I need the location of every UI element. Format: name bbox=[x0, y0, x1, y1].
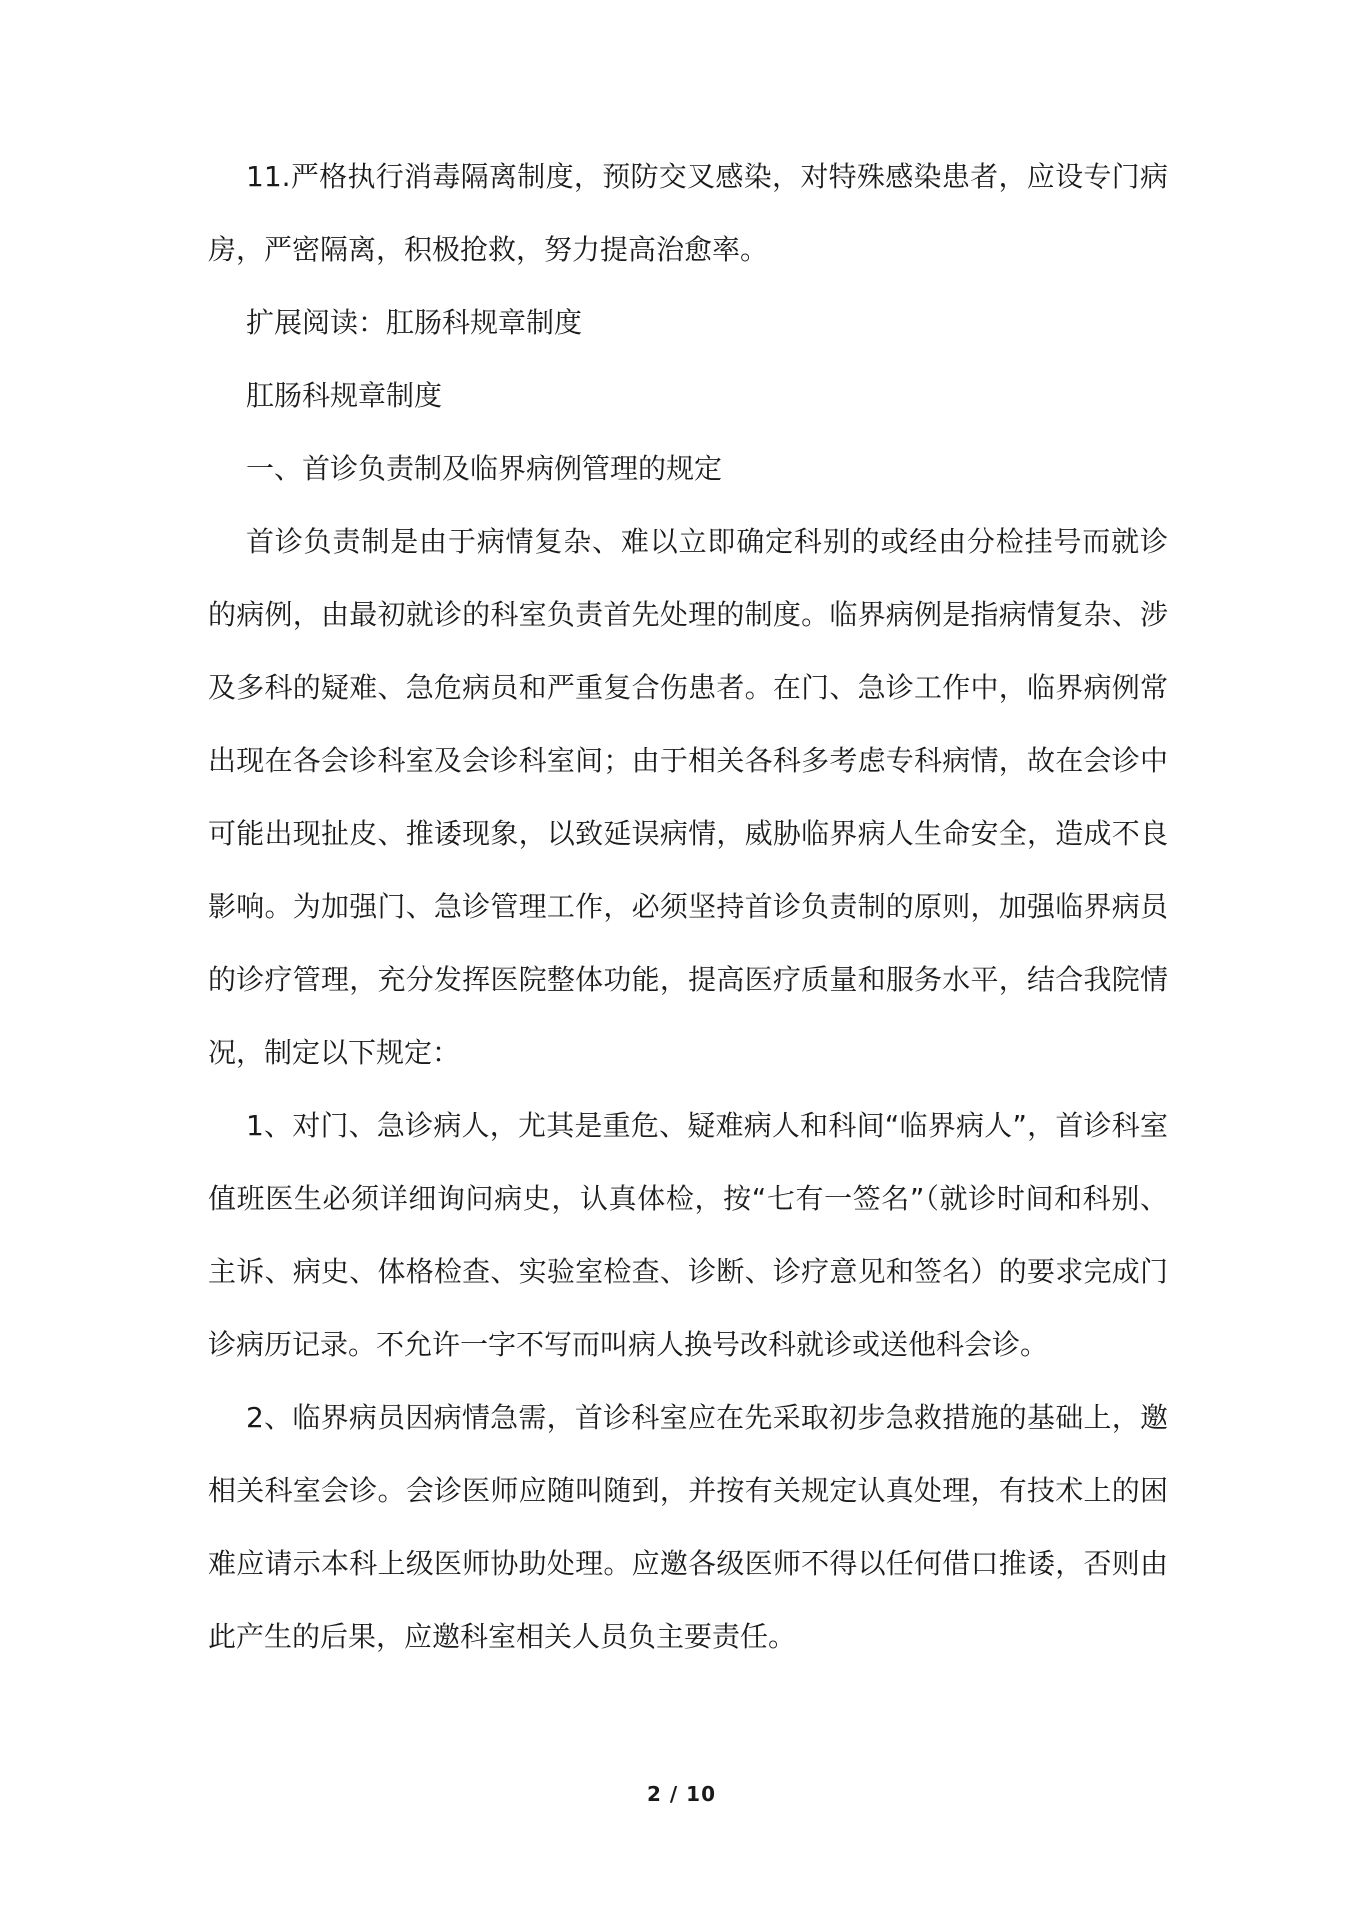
paragraph-rule-1: 1、对门、急诊病人，尤其是重危、疑难病人和科间“临界病人”，首诊科室值班医生必须详细询问病史，认真体检，按“七有一签名”（就诊时间和科别、主诉、病史、体格检查、实验室检查、诊断、诊疗意见和签名）的要求完成门诊病历记录。不允许一字不写而叫病人换号改科就诊或送他科会诊。 bbox=[208, 1109, 1168, 1361]
paragraph-rule-2: 2、临界病员因病情急需，首诊科室应在先采取初步急救措施的基础上，邀相关科室会诊。会诊医师应随叫随到，并按有关规定认真处理，有技术上的困难应请示本科上级医师协助处理。应邀各级医师不得以任何借口推诿，否则由此产生的后果，应邀科室相关人员负主要责任。 bbox=[208, 1401, 1168, 1653]
paragraph-first-visit-responsibility: 首诊负责制是由于病情复杂、难以立即确定科别的或经由分检挂号而就诊的病例，由最初就诊的科室负责首先处理的制度。临界病例是指病情复杂、涉及多科的疑难、急危病员和严重复合伤患者。在门、急诊工作中，临界病例常出现在各会诊科室及会诊科室间；由于相关各科多考虑专科病情，故在会诊中可能出现扯皮、推诿现象，以致延误病情，威胁临界病人生命安全，造成不良影响。为加强门、急诊管理工作，必须坚持首诊负责制的原则，加强临界病员的诊疗管理，充分发挥医院整体功能，提高医疗质量和服务水平，结合我院情况，制定以下规定： bbox=[208, 525, 1168, 1069]
paragraph-title: 肛肠科规章制度 bbox=[246, 379, 443, 412]
document-body bbox=[208, 140, 1168, 1673]
page-number: 2 / 10 bbox=[647, 1782, 716, 1806]
paragraph-section-heading: 一、首诊负责制及临界病例管理的规定 bbox=[246, 452, 723, 485]
paragraph-extended-reading: 扩展阅读：肛肠科规章制度 bbox=[246, 306, 583, 339]
paragraph-disinfection-rule: 11.严格执行消毒隔离制度，预防交叉感染，对特殊感染患者，应设专门病房，严密隔离，积极抢救，努力提高治愈率。 bbox=[208, 160, 1168, 266]
